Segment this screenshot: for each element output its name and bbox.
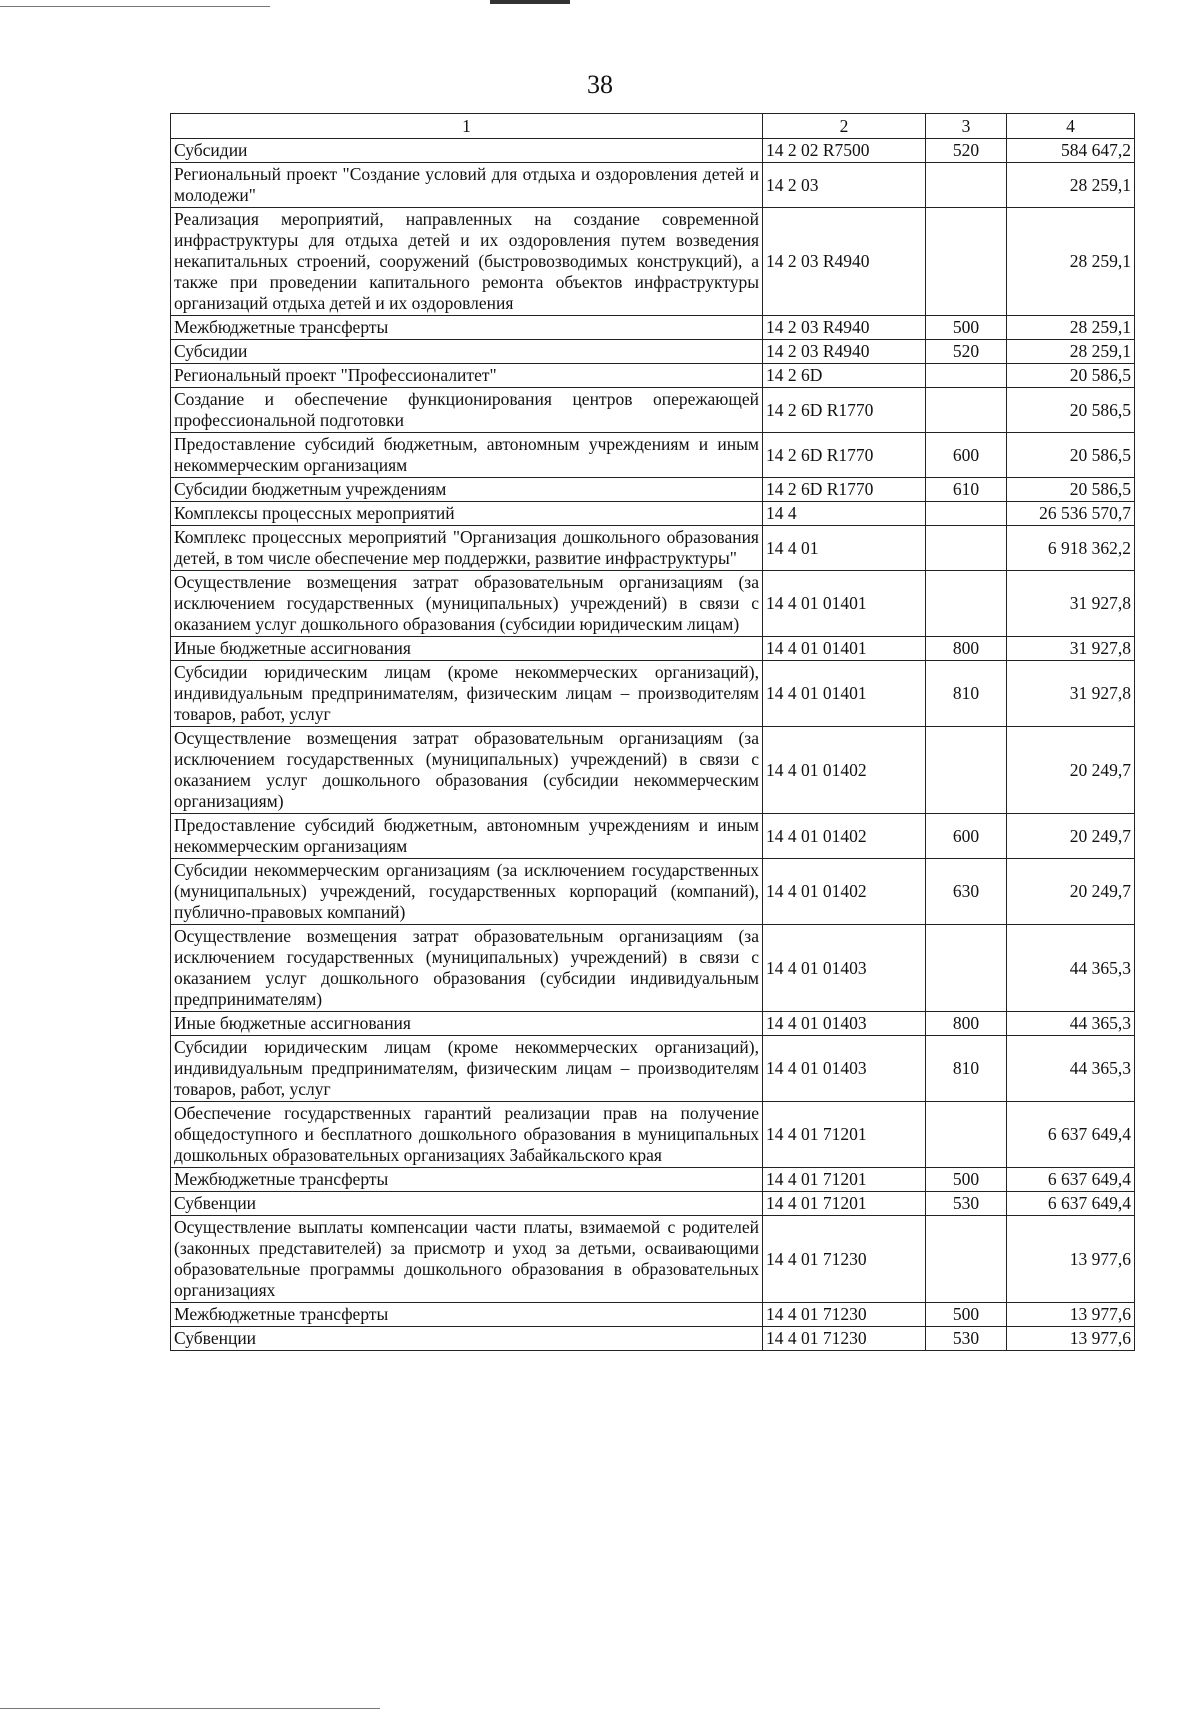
row-code-cell: 14 4 01 01402 [763,727,926,814]
row-expense-type-cell [926,163,1007,208]
table-row [171,571,1135,637]
table-row [171,478,1135,502]
row-amount-cell: 13 977,6 [1007,1327,1135,1351]
row-code-cell: 14 4 01 [763,526,926,571]
row-name-cell: Региональный проект "Профессионалитет" [171,364,763,388]
row-name-cell: Иные бюджетные ассигнования [171,1012,763,1036]
row-name-cell: Субсидии некоммерческим организациям (за исключением государственных (муниципальных) учреждений, государственных корпораций (компаний), публично-правовых компаний) [171,859,763,925]
table-row [171,163,1135,208]
row-code-cell: 14 4 01 01403 [763,925,926,1012]
row-amount-cell: 28 259,1 [1007,340,1135,364]
row-code-cell: 14 2 03 R4940 [763,208,926,316]
row-expense-type-cell [926,208,1007,316]
row-expense-type-cell [926,727,1007,814]
row-code-cell: 14 4 [763,502,926,526]
row-expense-type-cell [926,925,1007,1012]
table-row [171,433,1135,478]
row-amount-cell: 44 365,3 [1007,925,1135,1012]
row-amount-cell: 31 927,8 [1007,661,1135,727]
row-expense-type-cell: 530 [926,1327,1007,1351]
table-row [171,1036,1135,1102]
row-name-cell: Межбюджетные трансферты [171,316,763,340]
row-name-cell: Субвенции [171,1192,763,1216]
row-name-cell: Субсидии бюджетным учреждениям [171,478,763,502]
row-expense-type-cell [926,1216,1007,1303]
row-name-cell: Осуществление выплаты компенсации части платы, взимаемой с родителей (законных представителей) за присмотр и уход за детьми, осваивающими образовательные программы дошкольного образования в образовательных организациях [171,1216,763,1303]
row-amount-cell: 20 586,5 [1007,364,1135,388]
row-name-cell: Предоставление субсидий бюджетным, автономным учреждениям и иным некоммерческим организациям [171,433,763,478]
row-name-cell: Осуществление возмещения затрат образовательным организациям (за исключением государственных (муниципальных) учреждений) в связи с оказанием услуг дошкольного образования (субсидии юридическим лицам) [171,571,763,637]
table-row [171,727,1135,814]
row-expense-type-cell: 500 [926,1168,1007,1192]
scan-artifact-bottom-line [0,1708,380,1709]
row-code-cell: 14 2 03 [763,163,926,208]
table-row [171,1102,1135,1168]
table-row [171,388,1135,433]
table-row [171,1168,1135,1192]
table-row [171,1012,1135,1036]
row-expense-type-cell: 520 [926,139,1007,163]
row-amount-cell: 26 536 570,7 [1007,502,1135,526]
row-code-cell: 14 2 03 R4940 [763,340,926,364]
row-expense-type-cell [926,388,1007,433]
row-code-cell: 14 2 6D [763,364,926,388]
header-col-1: 1 [171,114,763,139]
header-row [171,114,1135,139]
row-expense-type-cell [926,364,1007,388]
row-expense-type-cell: 530 [926,1192,1007,1216]
row-name-cell: Осуществление возмещения затрат образовательным организациям (за исключением государственных (муниципальных) учреждений) в связи с оказанием услуг дошкольного образования (субсидии некоммерческим организациям) [171,727,763,814]
row-code-cell: 14 4 01 71201 [763,1102,926,1168]
row-expense-type-cell: 600 [926,814,1007,859]
row-code-cell: 14 2 02 R7500 [763,139,926,163]
table-row [171,208,1135,316]
row-name-cell: Межбюджетные трансферты [171,1168,763,1192]
row-expense-type-cell [926,526,1007,571]
row-amount-cell: 20 586,5 [1007,388,1135,433]
row-name-cell: Осуществление возмещения затрат образовательным организациям (за исключением государственных (муниципальных) учреждений) в связи с оказанием услуг дошкольного образования (субсидии индивидуальным предпринимателям) [171,925,763,1012]
row-amount-cell: 13 977,6 [1007,1303,1135,1327]
row-amount-cell: 28 259,1 [1007,208,1135,316]
row-code-cell: 14 4 01 71230 [763,1327,926,1351]
row-code-cell: 14 2 03 R4940 [763,316,926,340]
row-expense-type-cell: 600 [926,433,1007,478]
table-row [171,1192,1135,1216]
row-code-cell: 14 4 01 01403 [763,1012,926,1036]
row-amount-cell: 6 637 649,4 [1007,1192,1135,1216]
row-code-cell: 14 4 01 71230 [763,1303,926,1327]
row-name-cell: Субсидии юридическим лицам (кроме некоммерческих организаций), индивидуальным предпринимателям, физическим лицам – производителям товаров, работ, услуг [171,1036,763,1102]
row-expense-type-cell: 500 [926,316,1007,340]
table-row [171,502,1135,526]
page-number: 38 [587,70,613,99]
row-name-cell: Субсидии [171,340,763,364]
row-expense-type-cell [926,571,1007,637]
row-name-cell: Региональный проект "Создание условий для отдыха и оздоровления детей и молодежи" [171,163,763,208]
row-amount-cell: 44 365,3 [1007,1012,1135,1036]
row-amount-cell: 28 259,1 [1007,316,1135,340]
row-name-cell: Субсидии юридическим лицам (кроме некоммерческих организаций), индивидуальным предпринимателям, физическим лицам – производителям товаров, работ, услуг [171,661,763,727]
row-code-cell: 14 4 01 01402 [763,859,926,925]
table-row [171,925,1135,1012]
table-row [171,1216,1135,1303]
row-code-cell: 14 4 01 71201 [763,1192,926,1216]
row-amount-cell: 31 927,8 [1007,571,1135,637]
row-name-cell: Обеспечение государственных гарантий реализации прав на получение общедоступного и бесплатного дошкольного образования в муниципальных дошкольных образовательных организациях Забайкальского края [171,1102,763,1168]
table-row [171,340,1135,364]
row-expense-type-cell: 800 [926,1012,1007,1036]
scan-artifact-top-mark [490,0,570,4]
row-amount-cell: 20 249,7 [1007,859,1135,925]
row-name-cell: Реализация мероприятий, направленных на создание современной инфраструктуры для отдыха детей и их оздоровления путем возведения некапитальных строений, сооружений (быстровозводимых конструкций), а также при проведении капитального ремонта объектов инфраструктуры организаций отдыха детей и их оздоровления [171,208,763,316]
row-amount-cell: 20 249,7 [1007,814,1135,859]
row-amount-cell: 6 637 649,4 [1007,1102,1135,1168]
row-expense-type-cell: 520 [926,340,1007,364]
table-row [171,316,1135,340]
row-expense-type-cell: 810 [926,1036,1007,1102]
table-header [171,114,1135,139]
row-amount-cell: 13 977,6 [1007,1216,1135,1303]
row-amount-cell: 6 637 649,4 [1007,1168,1135,1192]
table-row [171,814,1135,859]
row-expense-type-cell: 630 [926,859,1007,925]
table-row [171,859,1135,925]
row-name-cell: Субсидии [171,139,763,163]
row-code-cell: 14 4 01 71230 [763,1216,926,1303]
row-name-cell: Иные бюджетные ассигнования [171,637,763,661]
table-row [171,637,1135,661]
row-code-cell: 14 4 01 01401 [763,571,926,637]
row-expense-type-cell: 610 [926,478,1007,502]
row-amount-cell: 31 927,8 [1007,637,1135,661]
row-name-cell: Комплекс процессных мероприятий "Организация дошкольного образования детей, в том числе обеспечение мер поддержки, развитие инфраструктуры" [171,526,763,571]
table-row [171,139,1135,163]
header-col-4: 4 [1007,114,1135,139]
row-expense-type-cell: 500 [926,1303,1007,1327]
row-expense-type-cell: 810 [926,661,1007,727]
row-amount-cell: 584 647,2 [1007,139,1135,163]
row-code-cell: 14 2 6D R1770 [763,433,926,478]
table-row [171,661,1135,727]
table-row [171,1327,1135,1351]
row-amount-cell: 6 918 362,2 [1007,526,1135,571]
row-amount-cell: 20 586,5 [1007,433,1135,478]
row-name-cell: Создание и обеспечение функционирования центров опережающей профессиональной подготовки [171,388,763,433]
table-body [171,139,1135,1351]
row-name-cell: Предоставление субсидий бюджетным, автономным учреждениям и иным некоммерческим организациям [171,814,763,859]
table-row [171,1303,1135,1327]
row-name-cell: Комплексы процессных мероприятий [171,502,763,526]
row-amount-cell: 20 249,7 [1007,727,1135,814]
scan-artifact-top-line [0,6,270,7]
row-code-cell: 14 4 01 01402 [763,814,926,859]
row-amount-cell: 44 365,3 [1007,1036,1135,1102]
row-code-cell: 14 4 01 01401 [763,637,926,661]
row-code-cell: 14 4 01 01403 [763,1036,926,1102]
table-row [171,526,1135,571]
row-expense-type-cell [926,502,1007,526]
row-expense-type-cell [926,1102,1007,1168]
row-expense-type-cell: 800 [926,637,1007,661]
row-amount-cell: 28 259,1 [1007,163,1135,208]
row-name-cell: Субвенции [171,1327,763,1351]
row-code-cell: 14 4 01 01401 [763,661,926,727]
header-col-2: 2 [763,114,926,139]
row-name-cell: Межбюджетные трансферты [171,1303,763,1327]
budget-table [170,113,1135,1351]
row-amount-cell: 20 586,5 [1007,478,1135,502]
row-code-cell: 14 4 01 71201 [763,1168,926,1192]
header-col-3: 3 [926,114,1007,139]
row-code-cell: 14 2 6D R1770 [763,478,926,502]
row-code-cell: 14 2 6D R1770 [763,388,926,433]
table-row [171,364,1135,388]
